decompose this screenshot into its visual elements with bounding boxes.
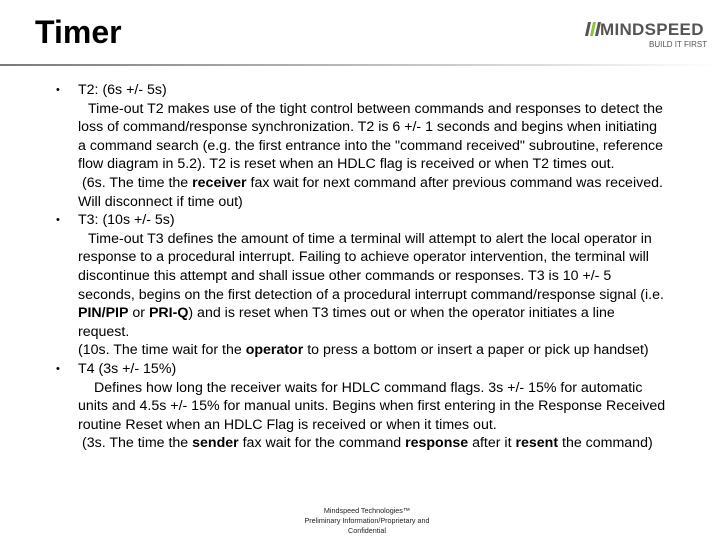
bullet-t2-description: Time-out T2 makes use of the tight control between commands and responses to detect the loss of command/response synchronization. T2 is 6 +/- 1 seconds and begins when initiating a command search (e.g. the first entrance into the "command received" subroutine, reference flow diagram in 5.2). T2 is reset when an HDLC flag is received or when T2 times out. — [78, 100, 663, 173]
bullet-t2-heading-text: T2: (6s +/- 5s) — [78, 82, 167, 98]
footer-line-2: Preliminary Information/Proprietary and — [304, 516, 430, 525]
bullet-icon: • — [56, 214, 60, 227]
bullet-t3-description: Time-out T3 defines the amount of time a terminal will attempt to alert the local operator in response to a procedural interrupt. Failing to achieve operator intervention, the terminal will discontinue this attempt and shall issue other commands or responses. T3 is 10 +/- 5 seconds, begins on the first detection of a procedural interrupt command/response signal (i.e. PIN/PIP or PRI-Q) and is reset when T3 times out or when the operator initiates a line request. — [78, 230, 664, 340]
confidentiality-footer — [262, 506, 472, 536]
logo-tagline: BUILD IT FIRST — [649, 40, 708, 49]
footer-line-1: Mindspeed Technologies™ — [323, 506, 411, 515]
bullet-t3-heading — [56, 211, 668, 230]
footer-line-3: Confidential — [348, 526, 386, 535]
bullet-t2-note: (6s. The time the receiver fax wait for next command after previous command was received. Will disconnect if time out) — [78, 174, 663, 210]
bullet-icon: • — [56, 362, 60, 375]
bullet-t3-heading-text: T3: (10s +/- 5s) — [78, 212, 175, 229]
company-logo — [585, 20, 708, 54]
bullet-t3-note: (10s. The time wait for the operator to press a bottom or insert a paper or pick up handset) — [78, 342, 649, 359]
title-divider — [0, 64, 720, 66]
logo-wordmark: MINDSPEED — [600, 20, 704, 39]
bullet-t4-description: Defines how long the receiver waits for HDLC command flags. 3s +/- 15% for automatic units and 4.5s +/- 15% for manual units. Begins when first entering in the Response Received routine Reset when an HDLC Flag is received or when it times out. — [78, 379, 666, 433]
slide-body — [56, 81, 668, 453]
bullet-icon: • — [56, 84, 60, 96]
slide-title: Timer — [35, 14, 122, 50]
bullet-t4-heading-text: T4 (3s +/- 15%) — [78, 360, 177, 377]
bullet-t4-heading — [56, 360, 668, 379]
bullet-t2-heading — [56, 81, 668, 100]
bullet-t4-note: (3s. The time the sender fax wait for the command response after it resent the command) — [82, 435, 653, 452]
